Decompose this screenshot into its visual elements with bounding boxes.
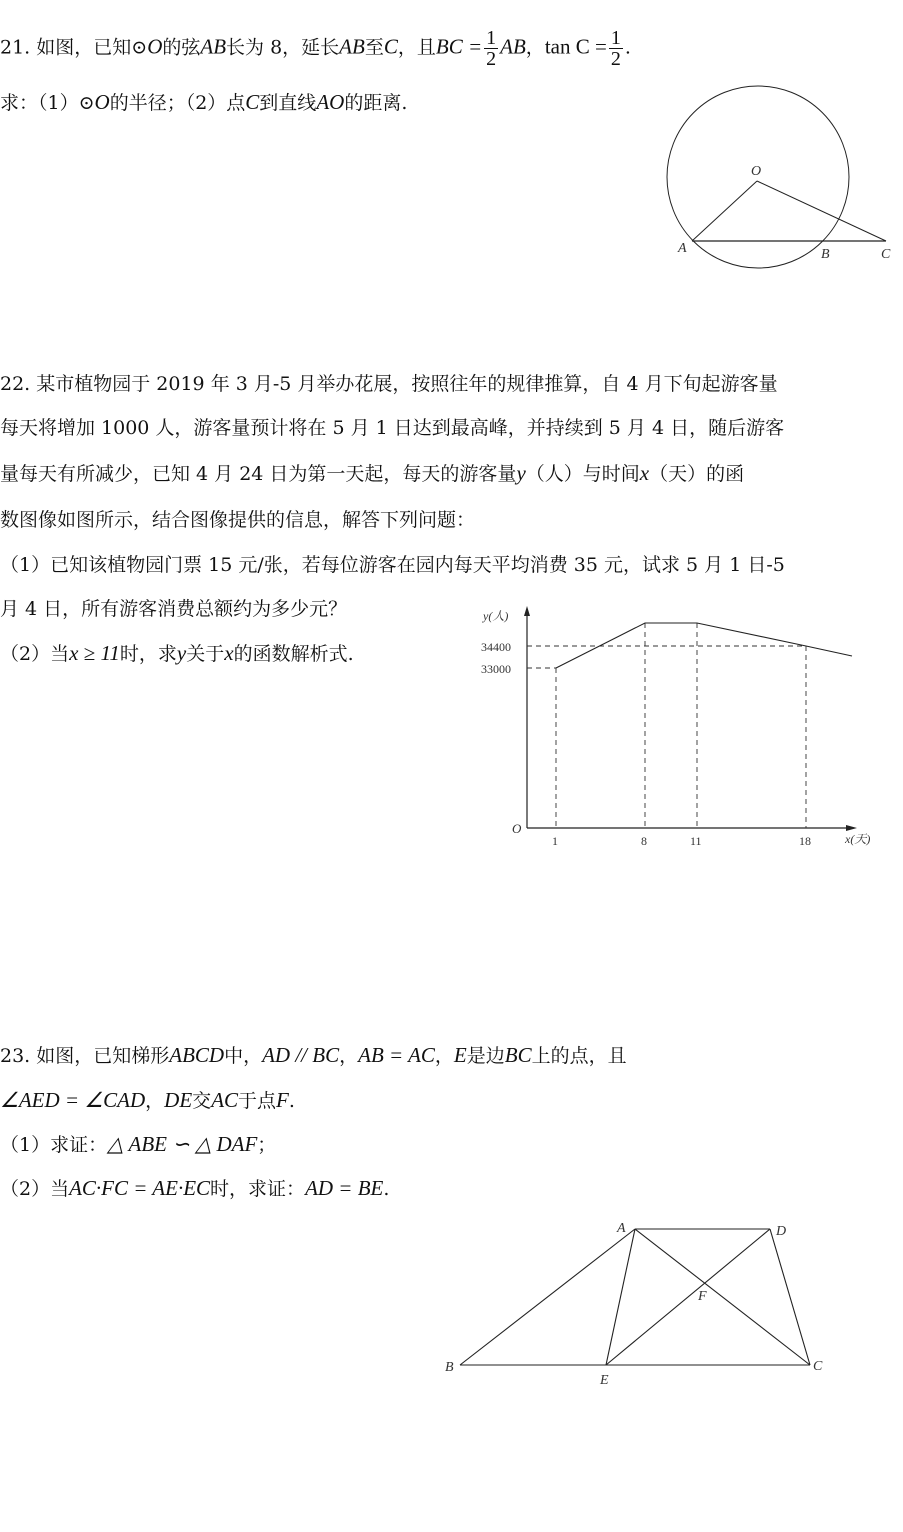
q23-text: 是边 [466, 1045, 505, 1067]
label-B: B [821, 247, 830, 262]
frac-den: 2 [610, 48, 621, 70]
q23-text: . [383, 1178, 390, 1200]
q23-text: 上的点，且 [531, 1045, 627, 1067]
q22-text: （2）当 [0, 643, 70, 665]
segment-DC [770, 1229, 810, 1365]
math-BC: BC = [435, 34, 483, 59]
math-O: O [94, 90, 110, 114]
q21-text: 至 [364, 36, 384, 59]
math-parallel: AD // BC [262, 1043, 340, 1067]
x-tick-18: 18 [799, 834, 811, 848]
frac-den: 2 [486, 48, 497, 70]
x-tick-8: 8 [641, 834, 647, 848]
label-A: A [617, 1221, 626, 1236]
x-tick-11: 11 [690, 834, 702, 848]
math-AO: AO [316, 90, 345, 114]
visitor-count-line [556, 623, 852, 668]
dashed-guides [527, 623, 806, 828]
q21-line2 [0, 90, 407, 115]
label-O: O [751, 164, 762, 179]
math-AB: AB [339, 34, 365, 59]
fraction-one-half [484, 28, 498, 69]
q22-line3 [0, 461, 744, 486]
q22-text: 的函数解析式. [233, 643, 354, 665]
fraction-one-half [609, 28, 623, 69]
label-F: F [698, 1289, 707, 1304]
math-C: C [383, 34, 398, 59]
math-product-equal: AC·FC = AE·EC [69, 1176, 211, 1200]
q23-text: 中， [224, 1045, 263, 1067]
math-equal: AB = AC [358, 1043, 435, 1067]
q22-text: （人）与时间 [525, 463, 640, 485]
label-C: C [881, 247, 891, 262]
math-similar: △ ABE ∽ △ DAF [107, 1132, 258, 1156]
q23-line3 [0, 1132, 276, 1157]
q23-line1 [0, 1043, 627, 1068]
frac-num: 1 [486, 27, 497, 49]
segment-OC [757, 181, 886, 241]
q23-text: 时，求证： [210, 1178, 306, 1200]
q22-text: 时，求 [119, 643, 177, 665]
q22-text: （天）的函 [649, 463, 745, 485]
math-y: y [176, 641, 187, 665]
q21-text: . [624, 36, 631, 59]
math-x: x [639, 461, 650, 485]
q23-text: 交 [192, 1090, 212, 1112]
frac-num: 1 [610, 27, 621, 49]
y-tick-34400: 34400 [481, 640, 511, 654]
math-angle-equal: ∠AED = ∠CAD [0, 1088, 146, 1112]
math-tanC: tan C = [544, 34, 607, 59]
q23-text: ， [434, 1045, 454, 1067]
y-axis-label: y(人) [483, 609, 509, 623]
label-D: D [776, 1224, 787, 1239]
q22-line4: 数图像如图所示，结合图像提供的信息，解答下列问题： [0, 509, 476, 531]
origin-label: O [512, 821, 522, 836]
math-DE: DE [164, 1088, 193, 1112]
q22-text: 量每天有所减少，已知 4 月 24 日为第一天起，每天的游客量 [0, 463, 517, 485]
q23-text: ， [145, 1090, 165, 1112]
y-tick-33000: 33000 [481, 662, 511, 676]
q23-line2 [0, 1088, 295, 1113]
q21-text: 的弦 [162, 36, 201, 59]
label-B: B [445, 1360, 454, 1375]
x-axis-arrow-icon [846, 825, 857, 831]
q21-line1 [0, 28, 631, 69]
segment-AB [460, 1229, 635, 1365]
math-y: y [516, 461, 526, 485]
segment-AE [606, 1229, 635, 1365]
q21-text: 的半径；（2）点 [109, 92, 246, 114]
q23-text: 于点 [238, 1090, 277, 1112]
y-axis-arrow-icon [524, 606, 530, 616]
q22-text: 关于 [186, 643, 225, 665]
math-O: O [147, 34, 163, 59]
q23-text: ， [339, 1045, 359, 1067]
q23-text: ； [257, 1134, 277, 1156]
q23-text: . [288, 1090, 295, 1112]
label-A: A [678, 241, 687, 256]
q21-text: 21. 如图，已知⊙ [0, 36, 148, 59]
q22-line2: 每天将增加 1000 人，游客量预计将在 5 月 1 日达到最高峰，并持续到 5 月 4 日，随后游客 [0, 417, 785, 439]
circle-O [667, 86, 849, 268]
q21-text: 的距离. [344, 92, 408, 114]
q23-text: （1）求证： [0, 1134, 108, 1156]
q21-text: 求：（1）⊙ [0, 92, 95, 114]
q21-text: 长为 8，延长 [226, 36, 340, 59]
segment-AO [692, 181, 757, 241]
math-ABCD: ABCD [169, 1043, 225, 1067]
q21-text: 到直线 [259, 92, 317, 114]
q23-text: （2）当 [0, 1178, 70, 1200]
x-axis-label: x(天) [845, 832, 871, 846]
q23-line4 [0, 1176, 389, 1201]
q23-text: 23. 如图，已知梯形 [0, 1045, 170, 1067]
segment-AC [635, 1229, 810, 1365]
math-x: x [224, 641, 234, 665]
math-E: E [453, 1043, 467, 1067]
q22-line1: 22. 某市植物园于 2019 年 3 月-5 月举办花展，按照往年的规律推算，自 4 月下旬起游客量 [0, 373, 778, 395]
segment-DE [606, 1229, 770, 1365]
q21-text: ，且 [397, 36, 436, 59]
math-AC: AC [211, 1088, 239, 1112]
math-condition: x ≥ 11 [69, 641, 120, 665]
math-AB: AB [200, 34, 227, 59]
q21-text: ， [525, 36, 545, 59]
label-E: E [600, 1373, 609, 1388]
math-C: C [245, 90, 260, 114]
x-tick-1: 1 [552, 834, 558, 848]
q22-part1-line1: （1）已知该植物园门票 15 元/张，若每位游客在园内每天平均消费 35 元，试求 5 月 1 日-5 [0, 554, 785, 576]
math-BC: BC [504, 1043, 532, 1067]
label-C: C [813, 1359, 823, 1374]
q22-part2 [0, 641, 354, 666]
math-AD-equal-BE: AD = BE [305, 1176, 384, 1200]
q22-part1-line2: 月 4 日，所有游客消费总额约为多少元？ [0, 598, 348, 620]
math-AB: AB [500, 34, 526, 59]
math-F: F [276, 1088, 289, 1112]
